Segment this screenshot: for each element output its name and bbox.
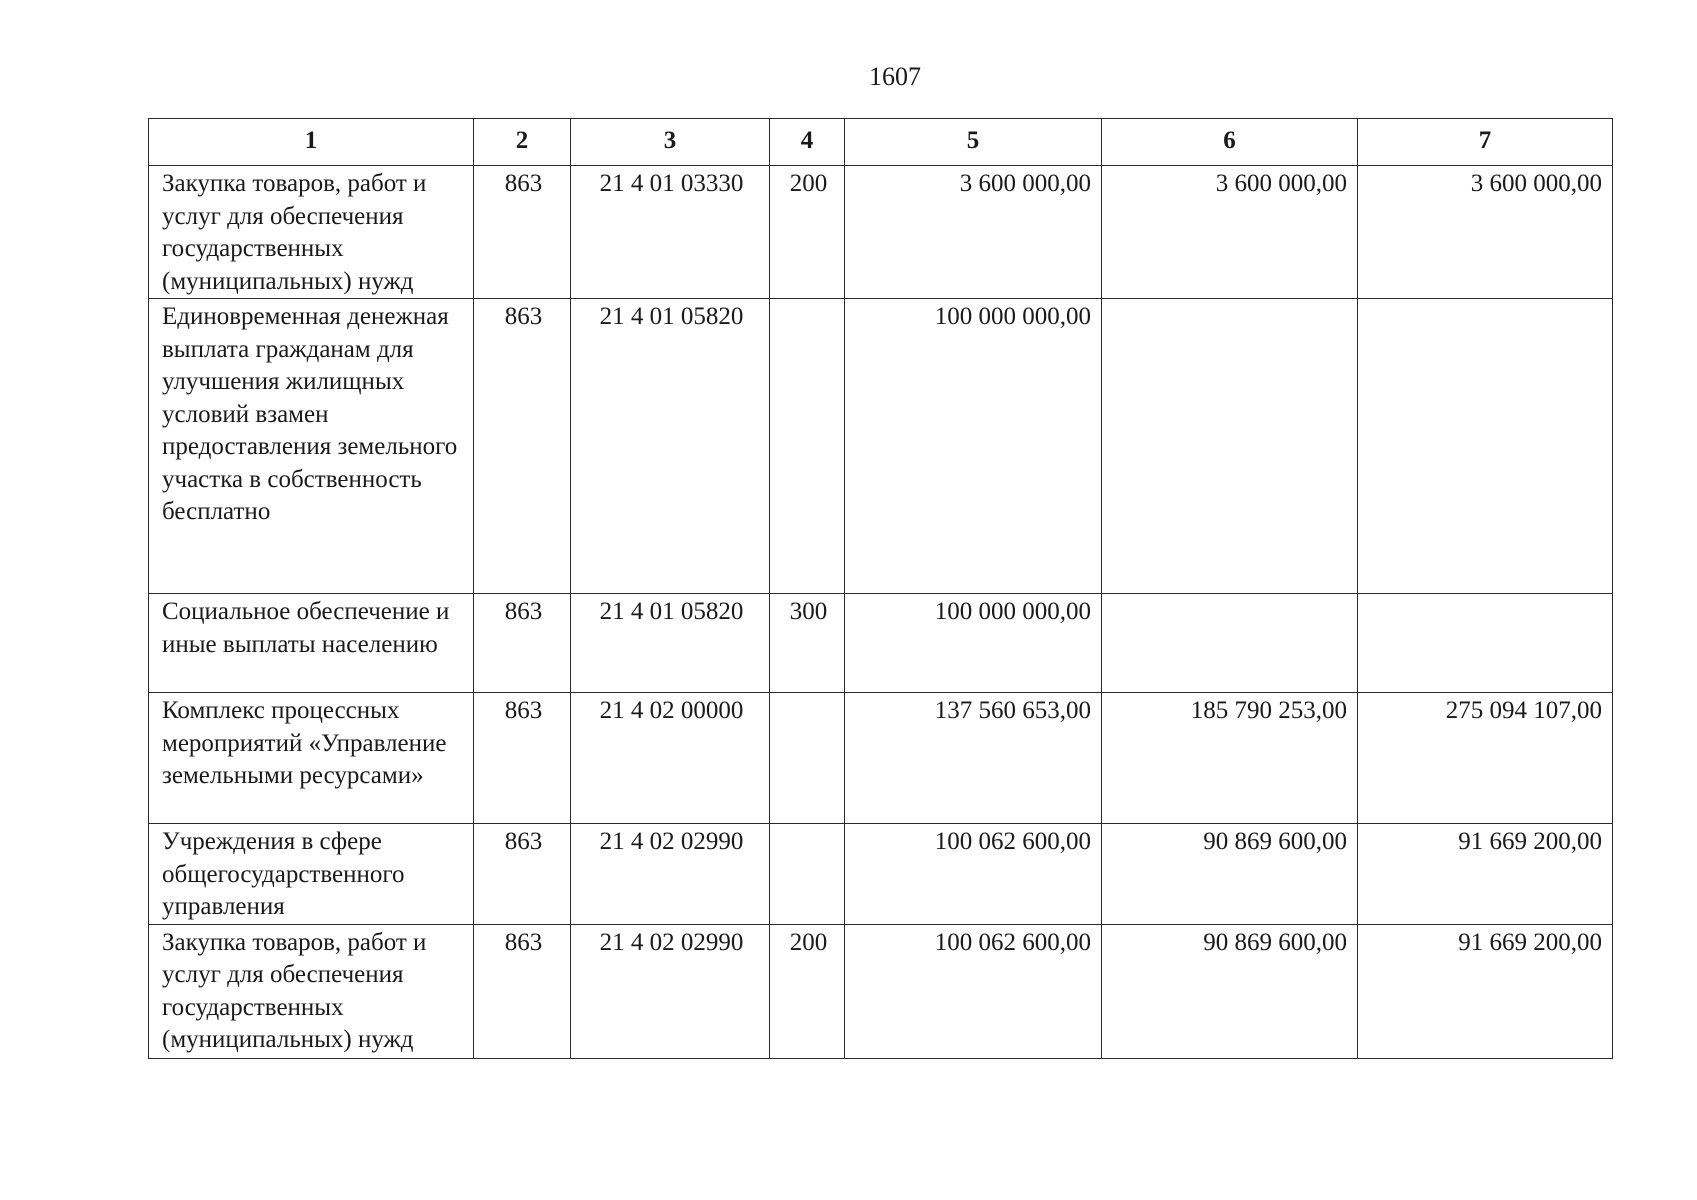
row-expense-type	[770, 299, 845, 594]
row-target-article: 21 4 01 05820	[571, 594, 770, 693]
row-amount-col7	[1358, 299, 1613, 594]
header-col-2: 2	[474, 119, 571, 166]
row-amount-col5: 100 062 600,00	[845, 924, 1102, 1058]
header-row	[149, 119, 1613, 166]
row-admin-code: 863	[474, 299, 571, 594]
row-amount-col5: 100 000 000,00	[845, 594, 1102, 693]
row-amount-col6: 90 869 600,00	[1102, 824, 1358, 925]
header-col-3: 3	[571, 119, 770, 166]
row-amount-col6: 185 790 253,00	[1102, 693, 1358, 824]
row-target-article: 21 4 01 05820	[571, 299, 770, 594]
row-expense-type: 200	[770, 166, 845, 299]
row-amount-col5: 100 062 600,00	[845, 824, 1102, 925]
row-name: Единовременная денежная выплата гражданам для улучшения жилищных условий взамен предоставления земельного участка в собственность бесплатно	[149, 299, 474, 594]
table-row	[149, 824, 1613, 925]
row-amount-col5: 3 600 000,00	[845, 166, 1102, 299]
budget-table	[148, 118, 1613, 1059]
row-target-article: 21 4 01 03330	[571, 166, 770, 299]
row-name: Социальное обеспечение и иные выплаты населению	[149, 594, 474, 693]
table-row	[149, 166, 1613, 299]
header-col-4: 4	[770, 119, 845, 166]
row-amount-col5: 137 560 653,00	[845, 693, 1102, 824]
row-name: Учреждения в сфере общегосударственного управления	[149, 824, 474, 925]
table-row	[149, 594, 1613, 693]
table-row	[149, 693, 1613, 824]
row-name: Закупка товаров, работ и услуг для обеспечения государственных (муниципальных) нужд	[149, 924, 474, 1058]
row-amount-col6	[1102, 594, 1358, 693]
row-name: Закупка товаров, работ и услуг для обеспечения государственных (муниципальных) нужд	[149, 166, 474, 299]
row-admin-code: 863	[474, 693, 571, 824]
row-amount-col6: 90 869 600,00	[1102, 924, 1358, 1058]
header-col-5: 5	[845, 119, 1102, 166]
row-admin-code: 863	[474, 594, 571, 693]
header-col-6: 6	[1102, 119, 1358, 166]
row-amount-col7: 275 094 107,00	[1358, 693, 1613, 824]
header-col-1: 1	[149, 119, 474, 166]
row-expense-type	[770, 693, 845, 824]
row-amount-col7: 3 600 000,00	[1358, 166, 1613, 299]
row-amount-col6: 3 600 000,00	[1102, 166, 1358, 299]
row-admin-code: 863	[474, 924, 571, 1058]
row-expense-type: 200	[770, 924, 845, 1058]
row-expense-type	[770, 824, 845, 925]
row-amount-col6	[1102, 299, 1358, 594]
row-amount-col7: 91 669 200,00	[1358, 924, 1613, 1058]
row-target-article: 21 4 02 02990	[571, 924, 770, 1058]
table-row	[149, 299, 1613, 594]
row-expense-type: 300	[770, 594, 845, 693]
header-col-7: 7	[1358, 119, 1613, 166]
row-target-article: 21 4 02 02990	[571, 824, 770, 925]
row-name: Комплекс процессных мероприятий «Управление земельными ресурсами»	[149, 693, 474, 824]
row-amount-col5: 100 000 000,00	[845, 299, 1102, 594]
page-number: 1607	[869, 62, 921, 91]
row-amount-col7: 91 669 200,00	[1358, 824, 1613, 925]
row-admin-code: 863	[474, 166, 571, 299]
table-row	[149, 924, 1613, 1058]
row-admin-code: 863	[474, 824, 571, 925]
row-amount-col7	[1358, 594, 1613, 693]
row-target-article: 21 4 02 00000	[571, 693, 770, 824]
